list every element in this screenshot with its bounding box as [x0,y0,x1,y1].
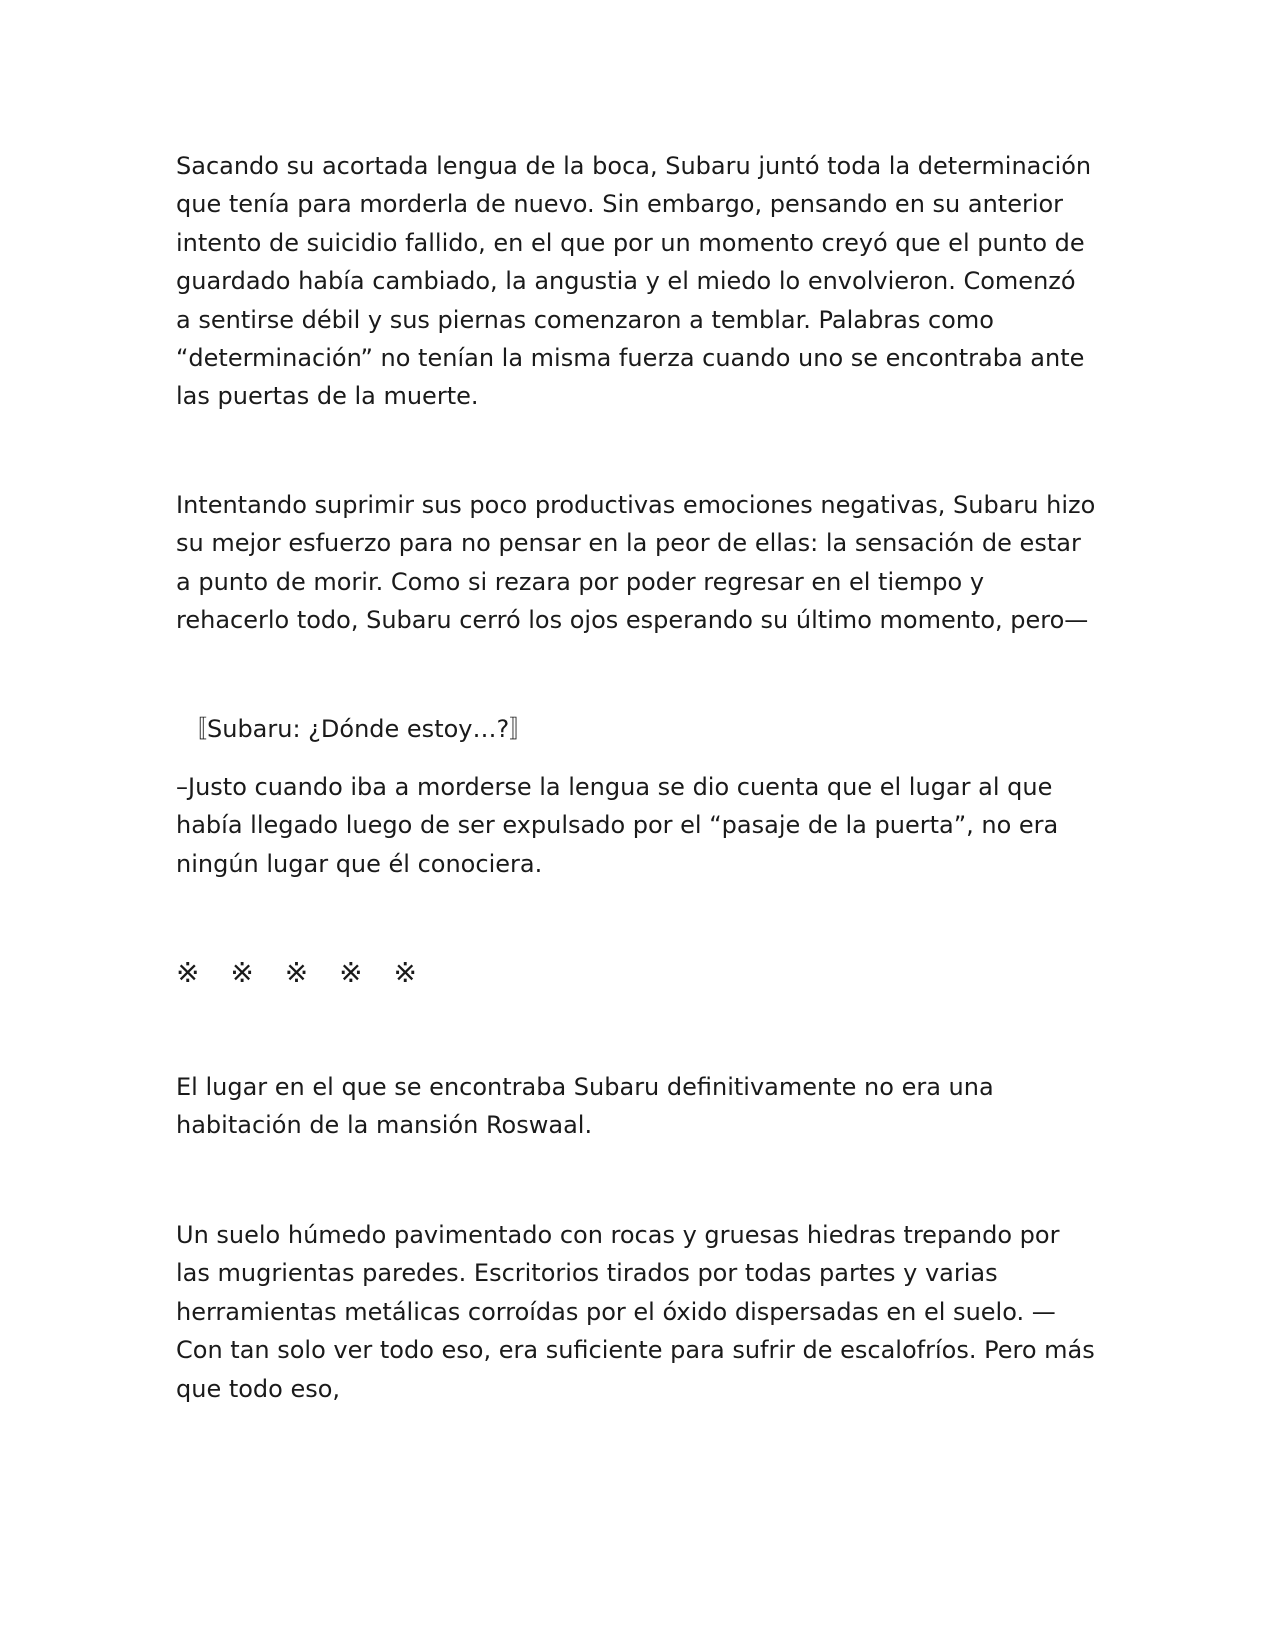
dialogue-line: 〚Subaru: ¿Dónde estoy…?〛 [183,715,534,743]
paragraph-5: Un suelo húmedo pavimentado con rocas y gruesas hiedras trepando por las mugrientas paredes. Escritorios tirados por todas partes y varias herramientas metálicas corroídas por el óxido dispersadas en el suelo. —Con tan solo ver todo eso, era suficiente para sufrir de escalofríos. Pero más que todo eso, [176,1221,1095,1403]
scene-separator: ※ ※ ※ ※ ※ [176,956,417,989]
paragraph-1: Sacando su acortada lengua de la boca, Subaru juntó toda la determinación que tenía para morderla de nuevo. Sin embargo, pensando en su anterior intento de suicidio fallido, en el que por un momento creyó que el punto de guardado había cambiado, la angustia y el miedo lo envolvieron. Comenzó a sentirse débil y sus piernas comenzaron a temblar. Palabras como “determinación” no tenían la misma fuerza cuando uno se encontraba ante las puertas de la muerte. [176,152,1092,411]
paragraph-2: Intentando suprimir sus poco productivas emociones negativas, Subaru hizo su mejor esfuerzo para no pensar en la peor de ellas: la sensación de estar a punto de morir. Como si rezara por poder regresar en el tiempo y rehacerlo todo, Subaru cerró los ojos esperando su último momento, pero— [176,491,1096,635]
paragraph-3: –Justo cuando iba a morderse la lengua se dio cuenta que el lugar al que había llegado luego de ser expulsado por el “pasaje de la puerta”, no era ningún lugar que él conociera. [176,773,1059,878]
paragraph-4: El lugar en el que se encontraba Subaru definitivamente no era una habitación de la mansión Roswaal. [176,1073,994,1140]
